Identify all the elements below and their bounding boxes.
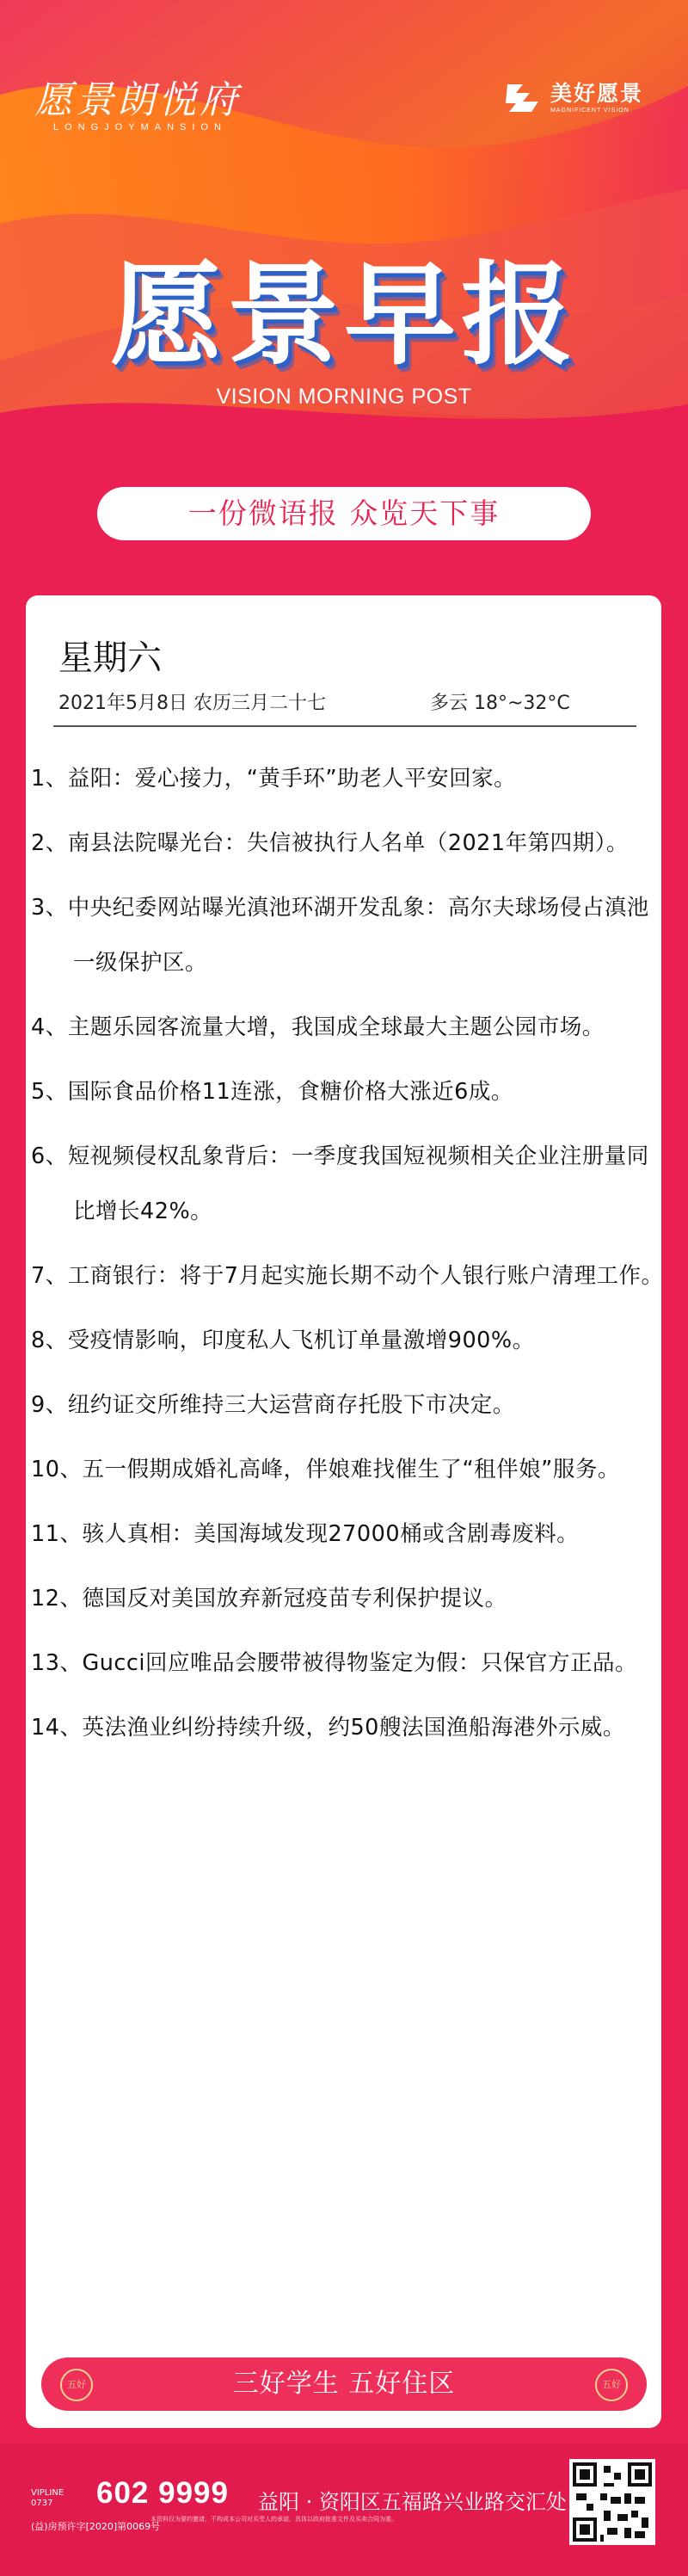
brand-right-subtitle: MAGNIFICENT VISION [550, 108, 630, 114]
news-item-3: 3、中央纪委网站曝光滇池环湖开发乱象：高尔夫球场侵占滇池一级保护区。 [31, 895, 649, 976]
news-item-4: 4、主题乐园客流量大增，我国成全球最大主题公园市场。 [31, 1014, 605, 1040]
news-item-11: 11、骇人真相：美国海域发现27000桶或含剧毒废料。 [31, 1521, 580, 1547]
news-item-7: 7、工商银行：将于7月起实施长期不动个人银行账户清理工作。 [31, 1263, 664, 1289]
news-item-12: 12、德国反对美国放弃新冠疫苗专利保护提议。 [31, 1586, 507, 1612]
brand-logo-left: 愿景朗悦府 [34, 78, 241, 122]
footer-disclaimer: 本资料仅为要约邀请，不构成本公司对买受人的承诺，具体以政府批准文件及买卖合同为准。 [150, 2516, 397, 2523]
brand-right-name: 美好愿景 [550, 81, 644, 106]
divider [53, 725, 636, 727]
news-item-10: 10、五一假期成婚礼高峰，伴娘难找催生了“租伴娘”服务。 [31, 1457, 620, 1482]
footer-area-code: 0737 [31, 2499, 53, 2508]
qr-code-icon[interactable] [569, 2459, 655, 2545]
news-item-14: 14、英法渔业纠纷持续升级，约50艘法国渔船海港外示威。 [31, 1715, 625, 1741]
news-item-9: 9、纽约证交所维持三大运营商存托股下市决定。 [31, 1392, 515, 1418]
news-item-13: 13、Gucci回应唯品会腰带被得物鉴定为假：只保官方正品。 [31, 1650, 637, 1676]
date-label: 2021年5月8日 农历三月二十七 [58, 693, 326, 714]
page-title: 愿景早报 [109, 249, 578, 380]
news-item-6: 6、短视频侵权乱象背后：一季度我国短视频相关企业注册量同比增长42%。 [31, 1143, 649, 1224]
footer-vipline-label: VIPLINE [31, 2488, 64, 2498]
news-item-1: 1、益阳：爱心接力，“黄手环”助老人平安回家。 [31, 766, 517, 792]
news-item-5: 5、国际食品价格11连涨，食糖价格大涨近6成。 [31, 1079, 513, 1105]
weather-label: 多云 18°~32°C [430, 693, 570, 714]
footer-permit: (益)房预许字[2020]第0069号 [31, 2521, 161, 2532]
footer-phone[interactable]: 602 9999 [96, 2476, 229, 2510]
brand-logo-right [504, 81, 643, 115]
page-subtitle: VISION MORNING POST [216, 385, 472, 409]
footer-address: 益阳 · 资阳区五福路兴业路交汇处 [258, 2490, 567, 2514]
bottom-slogan: 三好学生 五好住区 [232, 2369, 456, 2399]
weekday-label: 星期六 [58, 638, 162, 678]
badge-left-icon: 五好 [60, 2369, 93, 2401]
news-list [31, 751, 664, 1765]
news-item-8: 8、受疫情影响，印度私人飞机订单量激增900%。 [31, 1328, 535, 1353]
badge-right-icon: 五好 [595, 2369, 628, 2401]
news-item-2: 2、南县法院曝光台：失信被执行人名单（2021年第四期）。 [31, 830, 629, 856]
slogan-pill: 一份微语报 众览天下事 [97, 487, 591, 540]
brand-mark-icon [504, 81, 544, 115]
brand-logo-left-subtitle: LONGJOYMANSION [53, 122, 227, 132]
